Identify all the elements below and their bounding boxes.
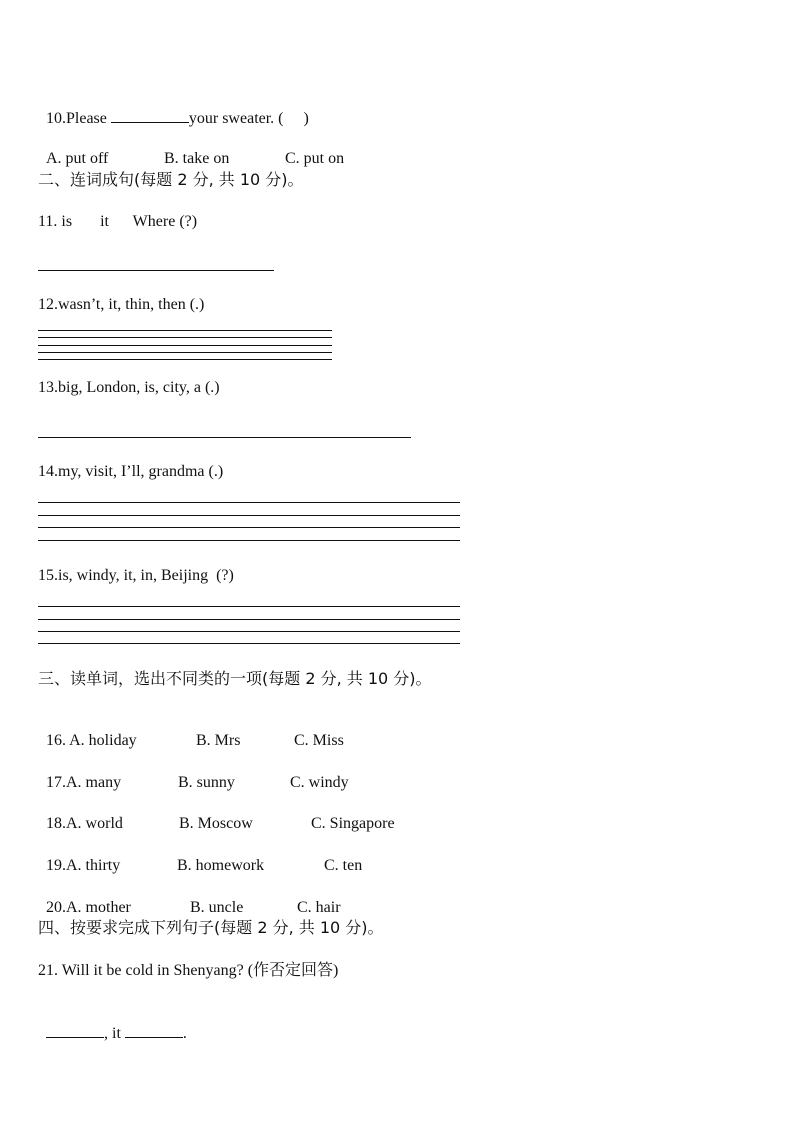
q15-answer-line-4[interactable]: [38, 643, 460, 644]
question-14: 14.my, visit, I’ll, grandma (.): [38, 463, 224, 480]
question-10: [38, 87, 309, 129]
question-17: [38, 753, 349, 793]
q16-option-b[interactable]: B. Mrs: [196, 732, 241, 749]
section-3-heading: 三、读单词，选出不同类的一项(每题 2 分, 共 10 分)。: [38, 669, 432, 688]
q19-option-b[interactable]: B. homework: [177, 857, 265, 874]
q10-option-b[interactable]: B. take on: [164, 150, 230, 167]
q10-suffix: your sweater. ( ): [188, 110, 309, 127]
q20-option-a[interactable]: 20.A. mother: [46, 899, 131, 916]
q14-answer-line-1[interactable]: [38, 502, 460, 503]
q17-option-a[interactable]: 17.A. many: [46, 774, 122, 791]
section-4-heading: 四、按要求完成下列句子(每题 2 分, 共 10 分)。: [38, 918, 384, 937]
question-19: [38, 836, 362, 876]
q12-answer-line-3[interactable]: [38, 345, 332, 346]
q17-option-b[interactable]: B. sunny: [178, 774, 235, 791]
q21-blank-1[interactable]: [46, 1022, 104, 1038]
q18-option-c[interactable]: C. Singapore: [311, 815, 395, 832]
q18-option-a[interactable]: 18.A. world: [46, 815, 123, 832]
q20-option-b[interactable]: B. uncle: [190, 899, 244, 916]
question-11: 11. is it Where (?): [38, 213, 198, 230]
q17-option-c[interactable]: C. windy: [290, 774, 349, 791]
q14-answer-line-2[interactable]: [38, 515, 460, 516]
q15-answer-line-1[interactable]: [38, 606, 460, 607]
q12-answer-line-1[interactable]: [38, 330, 332, 331]
section-2-heading: 二、连词成句(每题 2 分, 共 10 分)。: [38, 170, 304, 189]
q10-prefix: 10.Please: [46, 110, 111, 127]
q18-option-b[interactable]: B. Moscow: [179, 815, 253, 832]
question-15: 15.is, windy, it, in, Beijing (?): [38, 567, 234, 584]
q10-blank[interactable]: [111, 107, 189, 123]
q21-answer-end: .: [182, 1025, 187, 1042]
q21-blank-2[interactable]: [125, 1022, 183, 1038]
question-12: 12.wasn’t, it, thin, then (.): [38, 296, 205, 313]
q21-answer: [38, 1002, 187, 1044]
q21-answer-mid: , it: [104, 1025, 125, 1042]
q10-options: [38, 129, 344, 169]
question-21: 21. Will it be cold in Shenyang? (作否定回答): [38, 962, 339, 979]
q12-answer-line-4[interactable]: [38, 352, 332, 353]
question-20: [38, 878, 341, 918]
question-18: [38, 794, 395, 834]
q14-answer-line-3[interactable]: [38, 527, 460, 528]
q10-option-c[interactable]: C. put on: [285, 150, 345, 167]
q20-option-c[interactable]: C. hair: [297, 899, 341, 916]
q10-option-a[interactable]: A. put off: [46, 150, 109, 167]
q14-answer-line-4[interactable]: [38, 540, 460, 541]
q12-answer-line-2[interactable]: [38, 337, 332, 338]
q13-answer-line[interactable]: [38, 437, 411, 438]
q16-option-a[interactable]: 16. A. holiday: [46, 732, 137, 749]
q15-answer-line-2[interactable]: [38, 619, 460, 620]
q12-answer-line-5[interactable]: [38, 359, 332, 360]
q16-option-c[interactable]: C. Miss: [294, 732, 344, 749]
q19-option-c[interactable]: C. ten: [324, 857, 363, 874]
q19-option-a[interactable]: 19.A. thirty: [46, 857, 121, 874]
question-16: [38, 711, 344, 751]
q11-answer-line[interactable]: [38, 270, 274, 271]
question-13: 13.big, London, is, city, a (.): [38, 379, 220, 396]
q15-answer-line-3[interactable]: [38, 631, 460, 632]
